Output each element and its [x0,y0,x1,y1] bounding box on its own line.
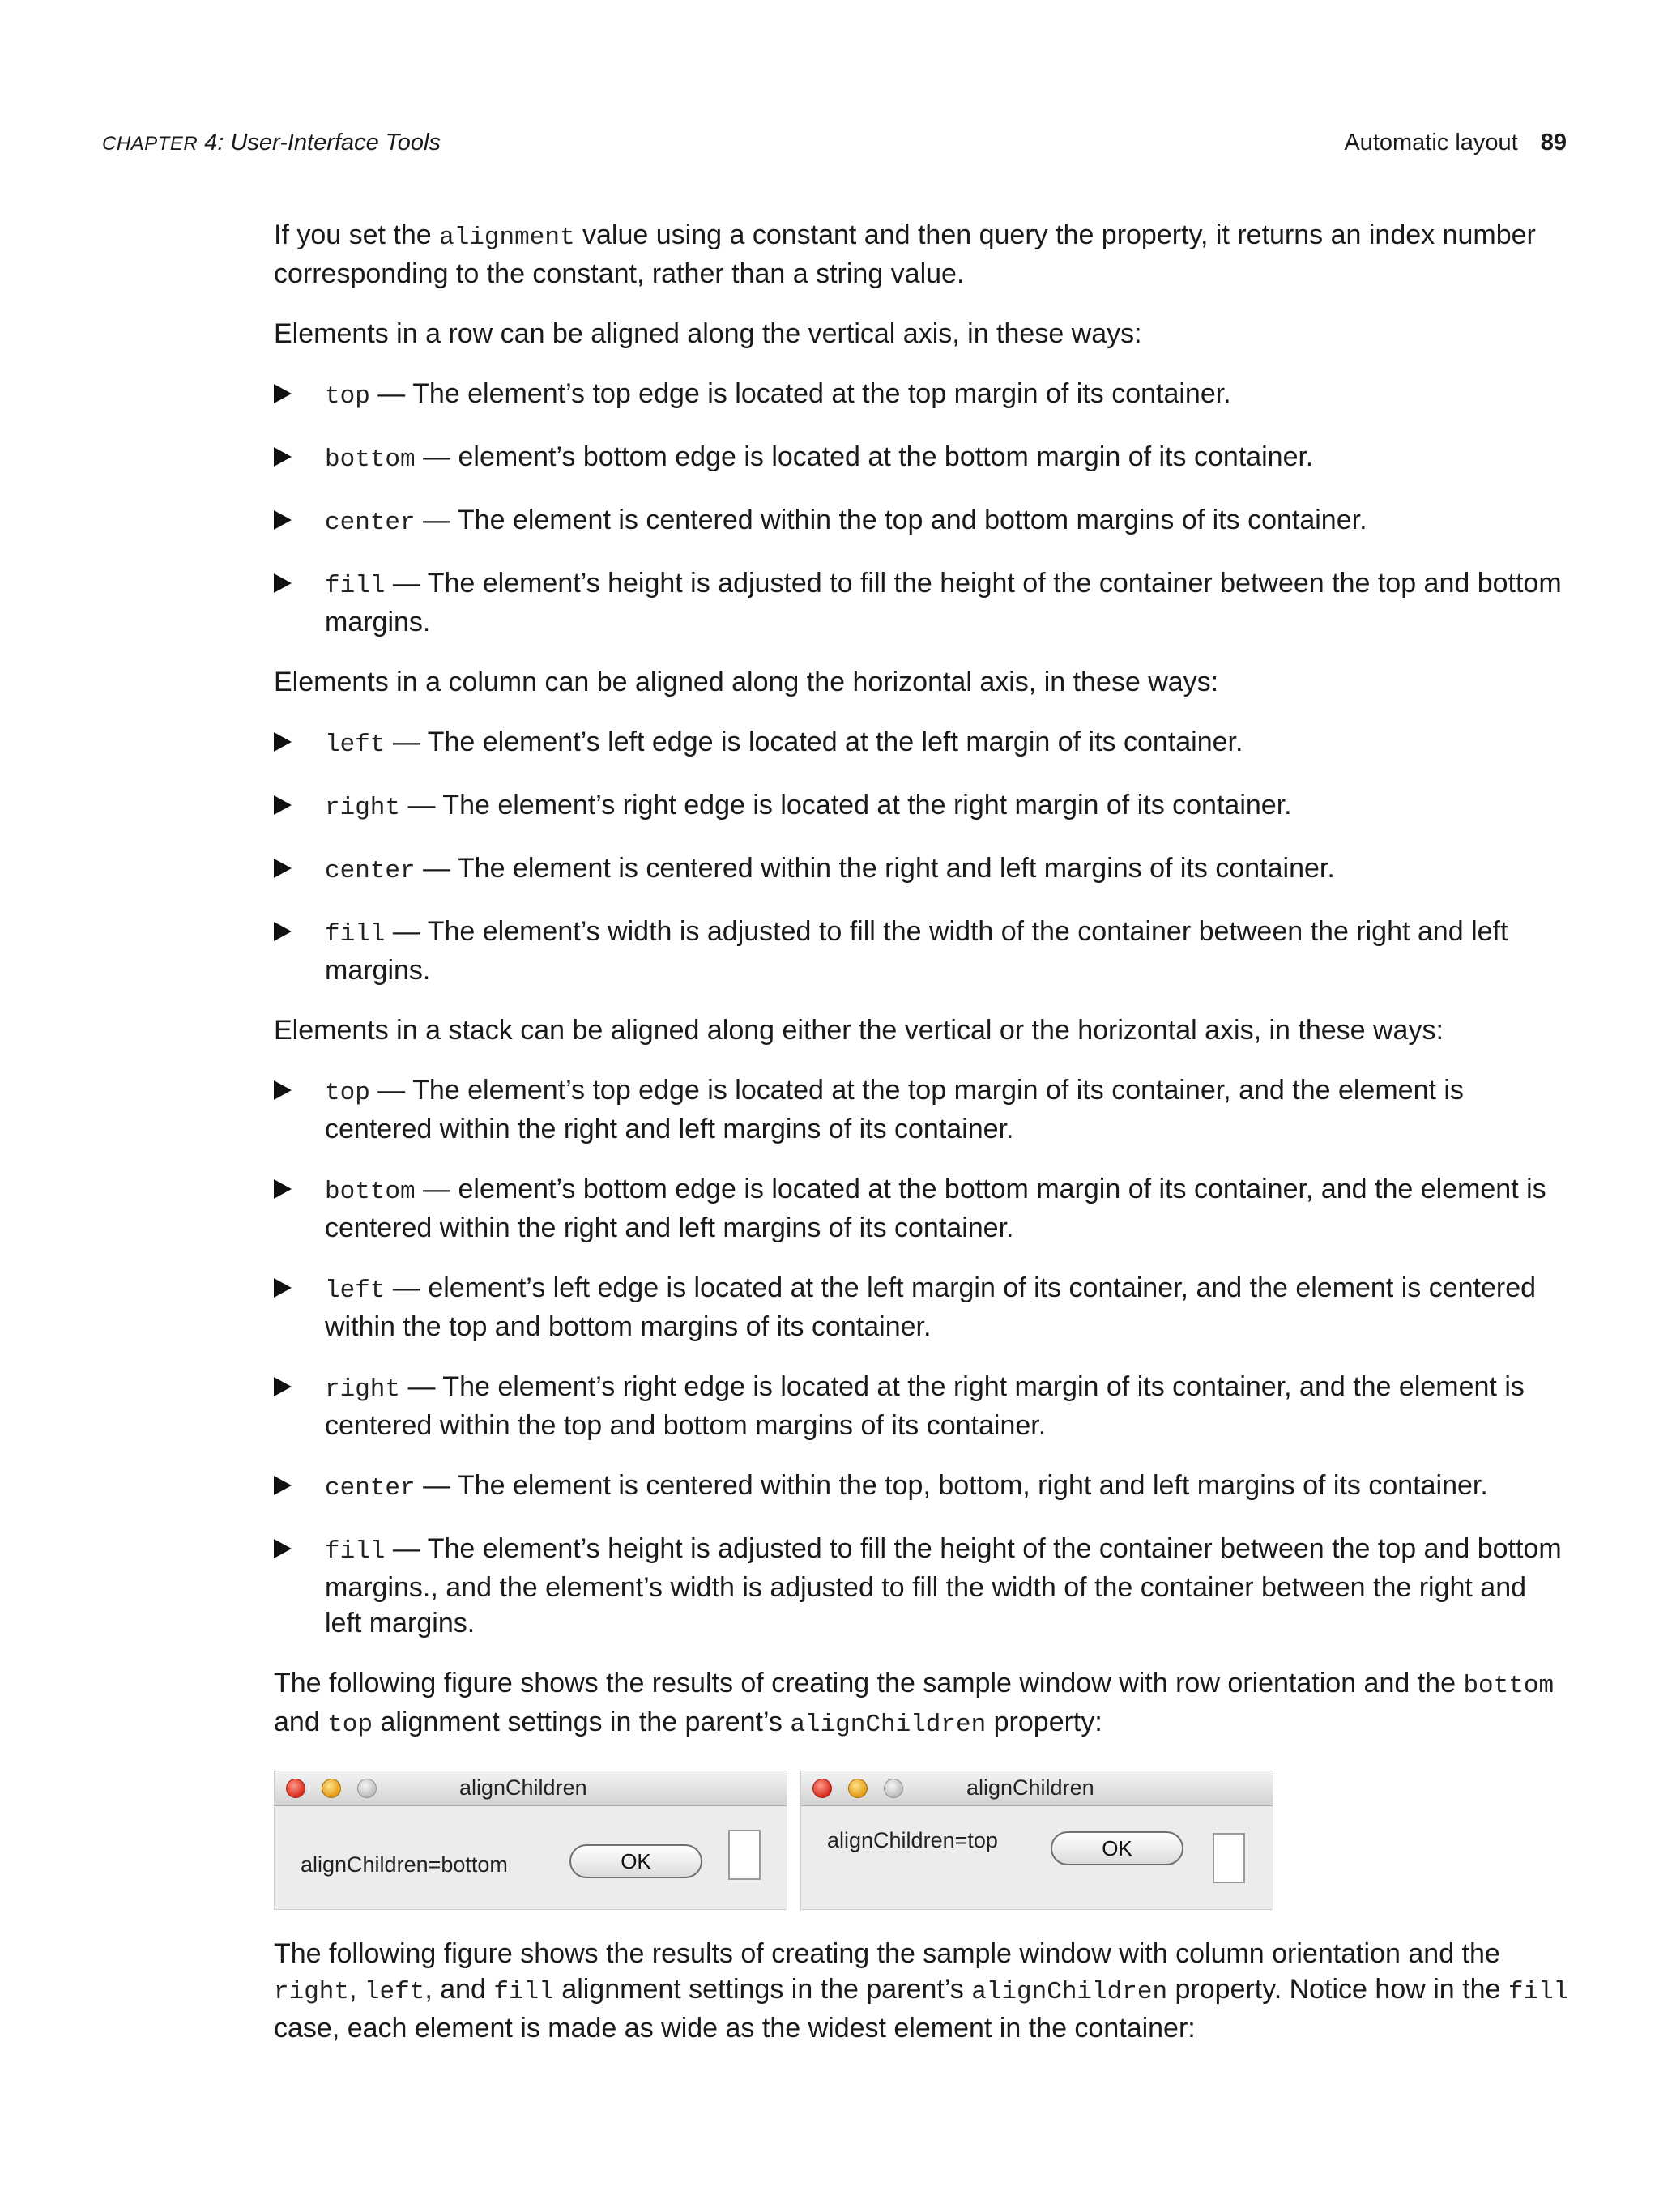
intro-paragraph [274,217,1570,292]
code-term: fill [325,1537,386,1566]
window-title: alignChildren [966,1775,1094,1800]
text: property: [986,1707,1102,1737]
column-section-intro: Elements in a column can be aligned along the horizontal axis, in these ways: [274,667,1219,697]
item-text: — The element’s height is adjusted to fill the height of the container between the top and bottom margins., and the element’s width is adjusted to fill the width of the container between the right and left margins. [325,1533,1562,1639]
list-item [274,914,1570,988]
item-text: — element’s bottom edge is located at the bottom margin of its container, and the element is centered within the right and left margins of its container. [325,1174,1546,1243]
code-term: center [325,857,416,885]
align-label: alignChildren=top [827,1828,998,1852]
section-and-page [1344,130,1567,156]
bullet-arrow-icon [274,1539,292,1558]
code-term: fill [325,572,386,600]
bullet-arrow-icon [274,922,292,941]
text: alignment settings in the parent’s [373,1707,791,1737]
bullet-arrow-icon [274,1179,292,1199]
close-icon[interactable] [812,1779,832,1798]
code-term: fill [325,920,386,948]
item-text: — element’s left edge is located at the left margin of its container, and the element is centered within the top and bottom margins of its container. [325,1272,1537,1342]
item-text: — The element is centered within the top and bottom margins of its container. [415,505,1367,535]
text: case, each element is made as wide as the widest element in the container: [274,2013,1196,2044]
code-term: right [325,1375,401,1404]
list-item [274,787,1570,826]
chapter-word: CHAPTER [102,133,198,155]
bullet-arrow-icon [274,1080,292,1100]
bullet-arrow-icon [274,1278,292,1298]
item-text: — The element’s top edge is located at the top margin of its container. [369,378,1231,409]
row-section-intro: Elements in a row can be aligned along the vertical axis, in these ways: [274,318,1142,349]
empty-panel [728,1830,761,1880]
list-item [274,1270,1570,1345]
text: , [349,1974,365,2005]
list-item [274,1531,1570,1641]
row-alignment-list [274,376,1570,640]
code-term: center [325,509,416,537]
figure1-caption [274,1665,1570,1743]
stack-alignment-list [274,1072,1570,1641]
item-text: — The element’s left edge is located at the left margin of its container. [385,727,1243,757]
list-item [274,724,1570,763]
list-item [274,1468,1570,1507]
bullet-arrow-icon [274,573,292,593]
code-term: right [274,1978,350,2006]
close-icon[interactable] [286,1779,305,1798]
bullet-arrow-icon [274,732,292,752]
text: The following figure shows the results of creating the sample window with row orientation and the [274,1668,1464,1698]
item-text: — The element’s width is adjusted to fill the width of the container between the right and left margins. [325,916,1508,986]
zoom-icon[interactable] [884,1779,903,1798]
item-text: — The element’s right edge is located at the right margin of its container. [400,790,1292,820]
item-text: — The element’s top edge is located at the top margin of its container, and the element is centered within the right and left margins of its container. [325,1075,1464,1144]
bullet-arrow-icon [274,1377,292,1396]
minimize-icon[interactable] [322,1779,341,1798]
text: property. Notice how in the [1167,1974,1508,2005]
list-item [274,502,1570,541]
column-alignment-list [274,724,1570,988]
item-text: — The element is centered within the right and left margins of its container. [415,853,1335,884]
bullet-arrow-icon [274,510,292,530]
window-titlebar[interactable] [801,1771,1273,1806]
section-title: Automatic layout [1344,130,1518,156]
zoom-icon[interactable] [357,1779,377,1798]
list-item [274,439,1570,478]
list-item [274,1369,1570,1443]
code-term: top [325,1079,370,1107]
bullet-arrow-icon [274,1476,292,1495]
text: value using a constant and then query the property, it returns an index number corresponding to the constant, rather than a string value. [274,219,1536,289]
text: , and [424,1974,494,2005]
code-term: bottom [325,1178,416,1206]
bullet-arrow-icon [274,447,292,467]
text: If you set the [274,219,440,250]
code-term: center [325,1474,416,1502]
window-align-top [800,1771,1273,1910]
code-term: top [325,382,370,411]
item-text: — The element is centered within the top, bottom, right and left margins of its container. [415,1470,1488,1501]
minimize-icon[interactable] [848,1779,868,1798]
code-term: left [325,731,386,759]
stack-section-intro: Elements in a stack can be aligned along either the vertical or the horizontal axis, in these ways: [274,1015,1444,1046]
page-body [274,217,1570,2070]
code-term: bottom [1463,1672,1555,1700]
code-term: right [325,794,401,822]
figure2-caption [274,1936,1570,2046]
bullet-arrow-icon [274,384,292,403]
text: The following figure shows the results of creating the sample window with column orientation and the [274,1938,1500,1969]
chapter-title [102,130,441,156]
window-align-bottom [274,1771,787,1910]
code-term: alignChildren [790,1711,987,1739]
code-term: fill [493,1978,554,2006]
item-text: — The element’s height is adjusted to fill the height of the container between the top and bottom margins. [325,568,1562,637]
list-item [274,565,1570,640]
empty-panel [1213,1833,1245,1883]
bullet-arrow-icon [274,859,292,878]
text: alignment settings in the parent’s [553,1974,972,2005]
code-term: bottom [325,445,416,474]
bullet-arrow-icon [274,795,292,815]
list-item [274,1171,1570,1246]
code-alignment: alignment [439,224,575,252]
list-item [274,376,1570,415]
ok-button[interactable]: OK [1051,1831,1183,1865]
code-term: alignChildren [971,1978,1168,2006]
code-term: left [325,1276,386,1305]
chapter-name: 4: User-Interface Tools [198,130,441,156]
window-titlebar[interactable] [275,1771,787,1806]
text: and [274,1707,328,1737]
code-term: top [327,1711,373,1739]
list-item [274,1072,1570,1147]
code-term: fill [1508,1978,1569,2006]
item-text: — The element’s right edge is located at the right margin of its container, and the element is centered within the top and bottom margins of its container. [325,1371,1525,1441]
running-header [102,130,1567,162]
page-number: 89 [1540,130,1567,156]
list-item [274,850,1570,889]
code-term: left [364,1978,425,2006]
figure-row-alignment [274,1771,1570,1910]
ok-button[interactable]: OK [569,1844,702,1878]
item-text: — element’s bottom edge is located at the bottom margin of its container. [415,441,1314,472]
window-title: alignChildren [459,1775,587,1800]
align-label: alignChildren=bottom [301,1852,508,1877]
